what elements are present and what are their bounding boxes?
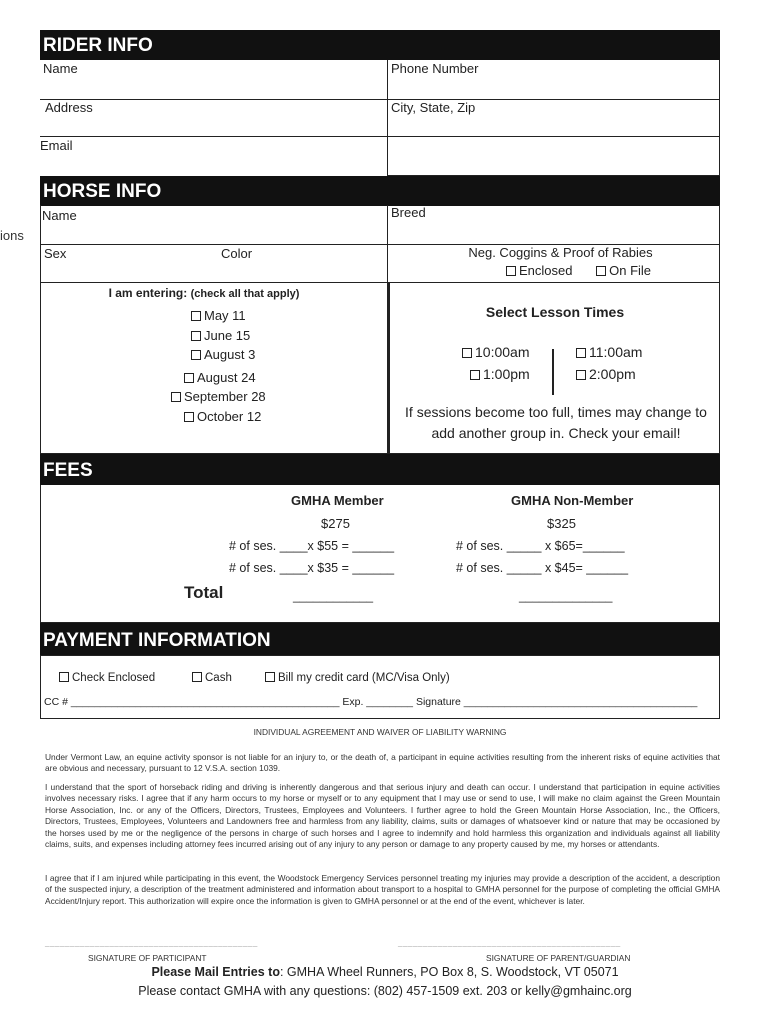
- checkbox-icon: [59, 672, 69, 682]
- parent-signature-line[interactable]: _____________________________________________: [398, 938, 621, 947]
- member-row1[interactable]: # of ses. ____x $55 = ______: [229, 539, 395, 553]
- cash-option[interactable]: [192, 670, 232, 687]
- enclosed-checkbox[interactable]: [506, 263, 572, 278]
- entering-title: I am entering:: [108, 286, 188, 300]
- coggins-field[interactable]: [387, 244, 720, 283]
- horse-breed-field[interactable]: [387, 205, 720, 245]
- total-label: Total: [184, 583, 224, 602]
- waiver-paragraph-1: Under Vermont Law, an equine activity sponsor is not liable for an injury to, or the death of, a participant in equine activities resulting from the inherent risks of equine activities that are obvious and necessary, pursuant to 12 V.S.A. section 1039.: [45, 752, 720, 774]
- date-label: June 15: [204, 328, 251, 343]
- rider-city-label: City, State, Zip: [391, 100, 476, 115]
- checkbox-icon: [191, 331, 201, 341]
- enclosed-label: Enclosed: [519, 263, 573, 278]
- member-row2[interactable]: # of ses. ____x $35 = ______: [229, 561, 395, 575]
- parent-signature-label: SIGNATURE OF PARENT/GUARDIAN: [486, 953, 631, 963]
- checkbox-icon: [265, 672, 275, 682]
- date-label: August 3: [204, 347, 256, 362]
- date-label: October 12: [197, 409, 262, 424]
- nonmember-row2[interactable]: # of ses. _____ x $45= ______: [456, 561, 629, 575]
- on-file-checkbox[interactable]: [596, 263, 651, 278]
- horse-name-field[interactable]: [40, 205, 388, 245]
- horse-sex-label: Sex: [44, 246, 67, 261]
- date-label: September 28: [184, 389, 266, 404]
- mail-entries-address: : GMHA Wheel Runners, PO Box 8, S. Woodstock, VT 05071: [279, 965, 619, 979]
- nonmember-price: $325: [547, 516, 576, 531]
- rider-email-label: Email: [40, 138, 73, 153]
- checkbox-icon: [191, 350, 201, 360]
- rider-email-field[interactable]: [40, 136, 388, 176]
- waiver-paragraph-2: I understand that the sport of horseback riding and driving is inherently dangerous and that serious injury and death can occur. I understand that participation in equine activities involves necessary risks. I agree that if any harm occurs to my horse or myself or to any equipment that I may use or send to use, I will make no claim against the Green Mountain Horse Association, Inc. or any of the Officers, Directors, Trustees, Employees and Volunteers. I further agree to hold the Green Mountain Horse Association, Inc., the Officers, Directors, Trustees, Employees, Volunteers and Landowners free and harmless from any liability, claims, suits or damages of whatsoever kind or nature that may be occasioned by the horses used by me or the negligence of the persons in charge of such horses and I agree to indemnify and hold harmless this organization and individuals against all liability claims, suits, and expenses including attorney fees incurred arising out of any injury to any person or damage to any property caused by me, my horses or attendants.: [45, 782, 720, 850]
- checkbox-icon: [184, 373, 194, 383]
- checkbox-icon: [576, 348, 586, 358]
- cash-label: Cash: [205, 672, 232, 684]
- time-label: 2:00pm: [589, 366, 636, 382]
- lesson-times-box: [388, 282, 720, 454]
- rider-phone-field[interactable]: [387, 60, 720, 100]
- date-option-2[interactable]: [191, 345, 255, 365]
- on-file-label: On File: [609, 263, 652, 278]
- fees-box: [40, 485, 720, 623]
- fees-heading: FEES: [40, 454, 720, 485]
- coggins-label: Neg. Coggins & Proof of Rabies: [468, 245, 653, 260]
- checkbox-icon: [462, 348, 472, 358]
- rider-name-label: Name: [43, 61, 78, 76]
- checkbox-icon: [576, 370, 586, 380]
- date-label: May 11: [204, 308, 246, 323]
- entering-box: [40, 282, 388, 454]
- time-label: 11:00am: [589, 344, 643, 360]
- credit-label: Bill my credit card (MC/Visa Only): [278, 672, 450, 684]
- total-nonmember-field[interactable]: ______________: [519, 589, 613, 603]
- lesson-note-line2: add another group in. Check your email!: [431, 425, 681, 441]
- lesson-times-title: Select Lesson Times: [485, 304, 625, 320]
- time-divider: [552, 349, 554, 395]
- rider-address-field[interactable]: [40, 99, 388, 137]
- time-label: 10:00am: [475, 344, 530, 360]
- rider-info-heading: RIDER INFO: [40, 30, 720, 60]
- participant-signature-line[interactable]: ___________________________________________: [45, 938, 258, 947]
- credit-option[interactable]: [265, 670, 450, 687]
- horse-info-heading: HORSE INFO: [40, 176, 720, 206]
- date-option-3[interactable]: [184, 368, 256, 388]
- checkbox-icon: [470, 370, 480, 380]
- date-option-0[interactable]: [191, 306, 246, 326]
- nonmember-row1[interactable]: # of ses. _____ x $65=______: [456, 539, 625, 553]
- date-option-4[interactable]: [171, 387, 266, 407]
- check-option[interactable]: [59, 670, 155, 687]
- total-member-field[interactable]: ____________: [293, 589, 374, 603]
- rider-city-field[interactable]: [387, 99, 720, 137]
- cc-line[interactable]: CC # ______________________________________________ Exp. ________ Signature ________________________________________: [44, 696, 698, 708]
- horse-sex-color-field[interactable]: [40, 244, 388, 283]
- time-option-0[interactable]: [462, 344, 529, 361]
- rider-name-field[interactable]: [40, 60, 388, 100]
- waiver-title: INDIVIDUAL AGREEMENT AND WAIVER OF LIABILITY WARNING: [253, 727, 507, 737]
- participant-signature-label: SIGNATURE OF PARTICIPANT: [88, 953, 207, 963]
- mail-entries-label: Please Mail Entries to: [151, 965, 280, 979]
- rider-address-label: Address: [45, 100, 93, 115]
- date-option-1[interactable]: [191, 326, 250, 346]
- horse-breed-label: Breed: [391, 205, 426, 220]
- member-price: $275: [321, 516, 350, 531]
- contact-line: Please contact GMHA with any questions: (802) 457-1509 ext. 203 or kelly@gmhainc.org: [138, 984, 632, 998]
- checkbox-icon: [184, 412, 194, 422]
- member-title: GMHA Member: [291, 493, 384, 508]
- date-option-5[interactable]: [184, 407, 261, 427]
- payment-heading: PAYMENT INFORMATION: [40, 623, 720, 656]
- horse-color-label: Color: [221, 246, 253, 261]
- checkbox-icon: [171, 392, 181, 402]
- cut-off-text-fragment: ions: [0, 228, 24, 243]
- entering-subtitle: (check all that apply): [190, 288, 300, 300]
- payment-box: [40, 655, 720, 719]
- checkbox-icon: [506, 266, 516, 276]
- check-label: Check Enclosed: [72, 672, 156, 684]
- waiver-paragraph-3: I agree that if I am injured while participating in this event, the Woodstock Emergency Services personnel treating my injuries may provide a description of the accident, a description of the suspected injury, a description of the treatment administered and information about transport to a hospital to GMHA personnel for the purpose of completing the official GMHA Accident/Injury report. This authorization will expire once the information is given to GMHA personnel or at the end of the event, whichever is later.: [45, 873, 720, 906]
- checkbox-icon: [192, 672, 202, 682]
- mail-entries-line: [0, 965, 770, 979]
- time-option-2[interactable]: [470, 366, 530, 383]
- time-option-3[interactable]: [576, 366, 636, 383]
- lesson-note-line1: If sessions become too full, times may change to: [405, 404, 707, 420]
- date-label: August 24: [197, 370, 256, 385]
- time-option-1[interactable]: [576, 344, 642, 361]
- time-label: 1:00pm: [483, 366, 530, 382]
- horse-name-label: Name: [42, 208, 77, 223]
- nonmember-title: GMHA Non-Member: [511, 493, 634, 508]
- checkbox-icon: [191, 311, 201, 321]
- checkbox-icon: [596, 266, 606, 276]
- rider-phone-label: Phone Number: [391, 61, 479, 76]
- rider-extra-field[interactable]: [387, 136, 720, 176]
